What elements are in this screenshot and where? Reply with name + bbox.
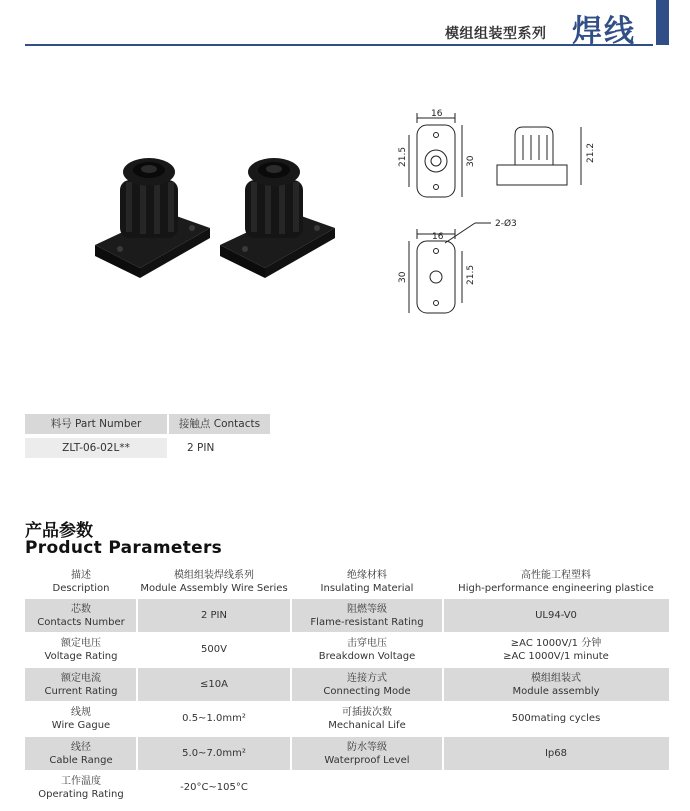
param-label-en: Voltage Rating xyxy=(44,650,118,662)
part-number-value: ZLT-06-02L** xyxy=(25,438,167,458)
dim-top-height: 30 xyxy=(466,155,476,167)
top-view-drawing xyxy=(409,113,462,197)
param-value: 0.5~1.0mm² xyxy=(182,713,246,724)
param-label-en: Current Rating xyxy=(44,685,118,697)
dim-side-height: 21.2 xyxy=(586,142,596,163)
param-value: 500V xyxy=(201,644,227,655)
table-row xyxy=(25,633,669,666)
param-label-cn: 额定电流 xyxy=(61,672,101,684)
table-row xyxy=(25,668,669,701)
param-label-cn: 绝缘材料 xyxy=(347,569,387,581)
param-label-cn: 可插拔次数 xyxy=(342,706,392,718)
param-value: 5.0~7.0mm² xyxy=(182,748,246,759)
param-value: 模组组装式 xyxy=(531,672,581,684)
param-value: UL94-V0 xyxy=(535,610,577,621)
param-value: 高性能工程塑料 xyxy=(521,569,591,581)
product-photo xyxy=(80,150,340,280)
dim-holes: 2-Ø3 xyxy=(495,219,517,229)
table-row xyxy=(25,771,669,804)
param-label-cn: 描述 xyxy=(71,569,91,581)
param-value-en: High-performance engineering plastice xyxy=(458,582,654,594)
param-value: Ip68 xyxy=(544,748,568,759)
dim-bottom-inner: 21.5 xyxy=(466,264,476,285)
param-value: ≥AC 1000V/1 分钟 xyxy=(510,637,602,649)
param-label-en: Connecting Mode xyxy=(323,685,411,697)
bottom-view-drawing xyxy=(409,223,491,313)
connector-right-icon xyxy=(220,158,335,278)
dim-bottom-width: 16 xyxy=(432,232,444,242)
page-title: 焊线 xyxy=(572,14,636,49)
param-label-cn: 线径 xyxy=(71,741,91,753)
param-value: 500mating cycles xyxy=(511,713,601,724)
param-label-cn: 防水等级 xyxy=(347,741,387,753)
param-label-en: Breakdown Voltage xyxy=(318,650,416,662)
param-value: 模组组装焊线系列 xyxy=(174,569,254,581)
param-label-cn: 击穿电压 xyxy=(347,637,387,649)
param-value: -20°C~105°C xyxy=(180,782,248,793)
param-label-en: Flame-resistant Rating xyxy=(310,616,424,628)
param-label-cn: 阻燃等级 xyxy=(347,603,387,615)
param-label-cn: 连接方式 xyxy=(347,672,387,684)
param-label-en: Cable Range xyxy=(49,754,113,766)
param-value-en: ≥AC 1000V/1 minute xyxy=(503,650,609,662)
dim-top-inner: 21.5 xyxy=(398,146,408,167)
param-label-cn: 额定电压 xyxy=(61,637,101,649)
param-label-cn: 工作温度 xyxy=(61,775,101,787)
contacts-value: 2 PIN xyxy=(187,442,215,454)
param-label-en: Contacts Number xyxy=(37,616,125,628)
header-rule xyxy=(25,44,653,46)
param-label-cn: 芯数 xyxy=(71,603,91,615)
table-row xyxy=(25,599,669,632)
part-table-header-part: 料号 Part Number xyxy=(25,414,167,434)
param-label-en: Operating Rating xyxy=(38,788,124,800)
param-value-en: Module Assembly Wire Series xyxy=(140,582,288,594)
series-label: 模组组装型系列 xyxy=(445,26,547,42)
dim-bottom-height: 30 xyxy=(398,271,408,283)
param-label-en: Waterproof Level xyxy=(324,754,410,766)
header-accent-bar xyxy=(656,0,669,45)
table-row xyxy=(25,737,669,770)
param-label-en: Insulating Material xyxy=(320,582,414,594)
param-label-cn: 线规 xyxy=(71,706,91,718)
section-title-en: Product Parameters xyxy=(25,538,223,558)
param-value: 2 PIN xyxy=(200,610,227,621)
param-value: ≤10A xyxy=(200,679,228,690)
table-row xyxy=(25,565,669,598)
part-table-header-contacts: 接触点 Contacts xyxy=(169,414,270,434)
param-label-en: Mechanical Life xyxy=(328,719,406,731)
dim-top-width: 16 xyxy=(431,109,443,119)
table-row xyxy=(25,702,669,735)
section-title-cn: 产品参数 xyxy=(25,521,93,541)
param-value-en: Module assembly xyxy=(512,685,600,697)
technical-drawings xyxy=(385,105,610,325)
connector-left-icon xyxy=(95,158,210,278)
param-label-en: Wire Gague xyxy=(51,719,111,731)
side-view-drawing xyxy=(497,127,581,185)
param-label-en: Description xyxy=(52,582,110,594)
